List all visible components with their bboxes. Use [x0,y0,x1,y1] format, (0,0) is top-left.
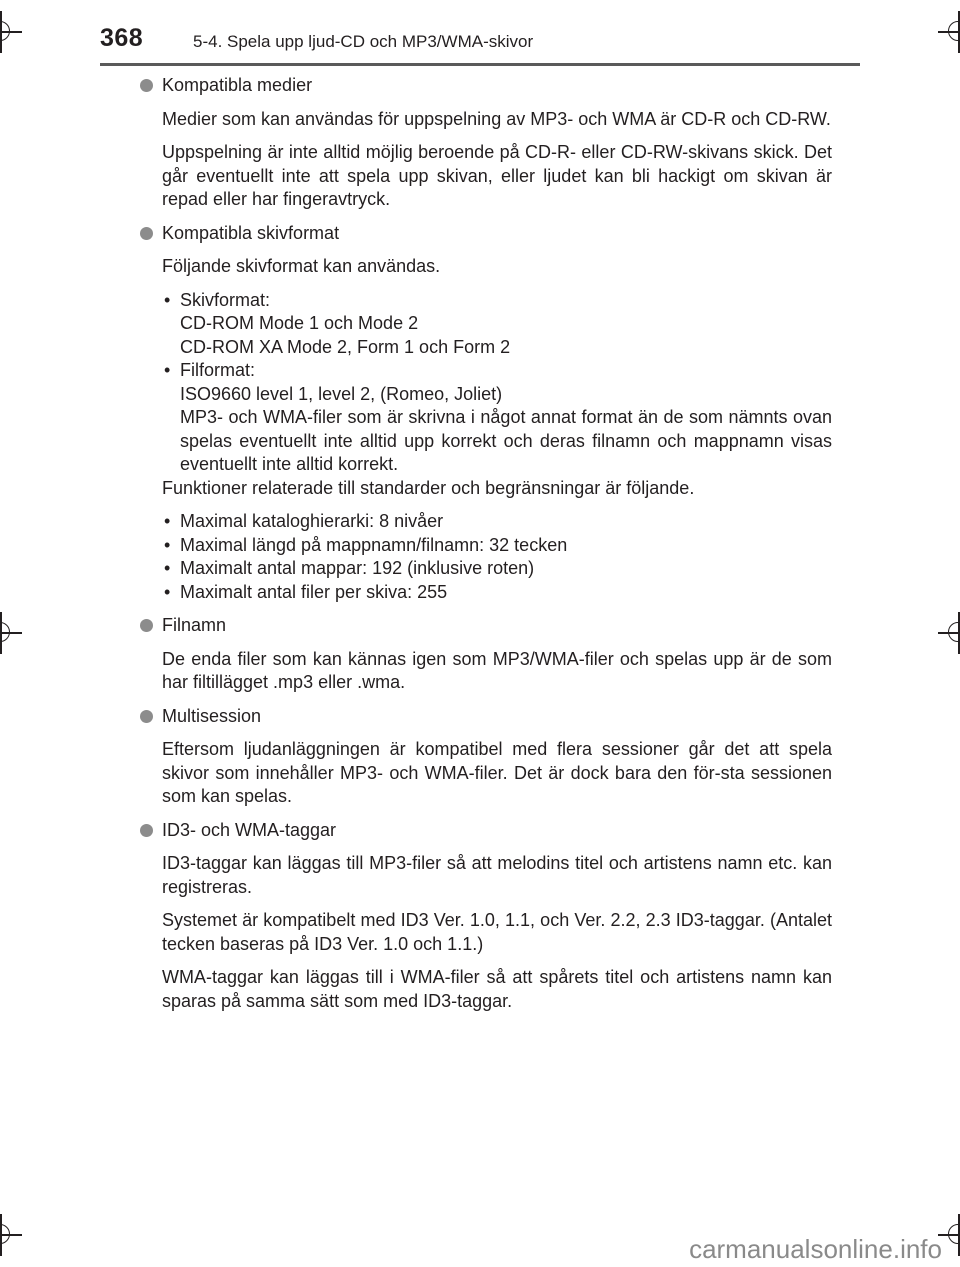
paragraph: De enda filer som kan kännas igen som MP3/WMA-filer och spelas upp är de som har filtillägget .mp3 eller .wma. [162,648,832,692]
paragraph: Systemet är kompatibelt med ID3 Ver. 1.0, 1.1, och Ver. 2.2, 2.3 ID3-taggar. (Antalet tecken baseras på ID3 Ver. 1.0 och 1.1.) [162,910,832,954]
bullet-circle-icon [140,824,153,837]
format-line: ISO9660 level 1, level 2, (Romeo, Joliet) [180,383,503,404]
bullet-circle-icon [140,619,153,632]
section-heading: ID3- och WMA-taggar [162,819,337,840]
bullet-dot-icon: • [164,289,171,310]
section-title: 5-4. Spela upp ljud-CD och MP3/WMA-skivor [193,32,534,51]
format-label: Filformat: [180,360,256,380]
limit-text: Maximalt antal mappar: 192 (inklusive roten) [180,558,535,578]
paragraph: Medier som kan användas för uppspelning av MP3- och WMA är CD-R och CD-RW. [162,108,831,129]
format-label: Skivformat: [180,289,271,310]
list-item [162,359,832,477]
bullet-dot-icon: • [164,534,171,555]
page-content [140,74,832,1023]
paragraph: Funktioner relaterade till standarder och begränsningar är följande. [162,477,695,498]
section-heading: Multisession [162,705,262,726]
header-rule [100,63,860,66]
paragraph: Uppspelning är inte alltid möjlig beroende på CD-R- eller CD-RW-skivans skick. Det går eventuellt inte att spela upp skivan, eller ljudet kan bli hackigt om skivan är repad eller har fingeravtryck. [162,142,832,209]
bullet-dot-icon: • [164,511,171,531]
crop-mark-mid-right [938,612,960,654]
bullet-circle-icon [140,710,153,723]
paragraph: ID3-taggar kan läggas till MP3-filer så att melodins titel och artistens namn etc. kan registreras. [162,853,832,897]
bullet-circle-icon [140,79,153,92]
limit-text: Maximal längd på mappnamn/filnamn: 32 tecken [180,534,568,555]
list-item [162,289,832,360]
section-compatible-media [140,74,832,212]
format-line: CD-ROM Mode 1 och Mode 2 [180,313,419,333]
format-line: MP3- och WMA-filer som är skrivna i något annat format än de som nämnts ovan spelas eventuellt inte alltid upp korrekt och deras filnamn och mappnamn visas eventuellt inte alltid korrekt. [180,407,832,474]
watermark-link[interactable]: carmanualsonline.info [689,1234,942,1264]
section-multisession [140,705,832,809]
list-item [162,534,832,558]
section-id3-wma-tags [140,819,832,1014]
page-header [0,0,960,68]
section-heading: Filnamn [162,615,227,635]
paragraph: Eftersom ljudanläggningen är kompatibel med flera sessioner går det att spela skivor som innehåller MP3- och WMA-filer. Det är dock bara den för-sta sessionen som kan spelas. [162,739,832,806]
section-heading: Kompatibla medier [162,75,313,95]
bullet-dot-icon: • [164,558,171,578]
paragraph: WMA-taggar kan läggas till i WMA-filer så att spårets titel och artistens namn kan sparas på samma sätt som med ID3-taggar. [162,967,832,1011]
crop-mark-bottom-left [0,1214,22,1256]
section-compatible-formats [140,222,832,605]
section-heading: Kompatibla skivformat [162,222,340,243]
bullet-circle-icon [140,227,153,240]
limits-list [162,510,832,604]
list-item [162,581,832,605]
bullet-dot-icon: • [164,360,171,380]
format-line: CD-ROM XA Mode 2, Form 1 och Form 2 [180,336,511,357]
list-item [162,557,832,581]
limit-text: Maximalt antal filer per skiva: 255 [180,581,448,602]
format-list [162,289,832,477]
section-filenames [140,614,832,695]
limit-text: Maximal kataloghierarki: 8 nivåer [180,511,444,531]
list-item [162,510,832,534]
page-number: 368 [100,24,144,52]
crop-mark-mid-left [0,612,22,654]
paragraph: Följande skivformat kan användas. [162,256,441,276]
bullet-dot-icon: • [164,581,171,602]
